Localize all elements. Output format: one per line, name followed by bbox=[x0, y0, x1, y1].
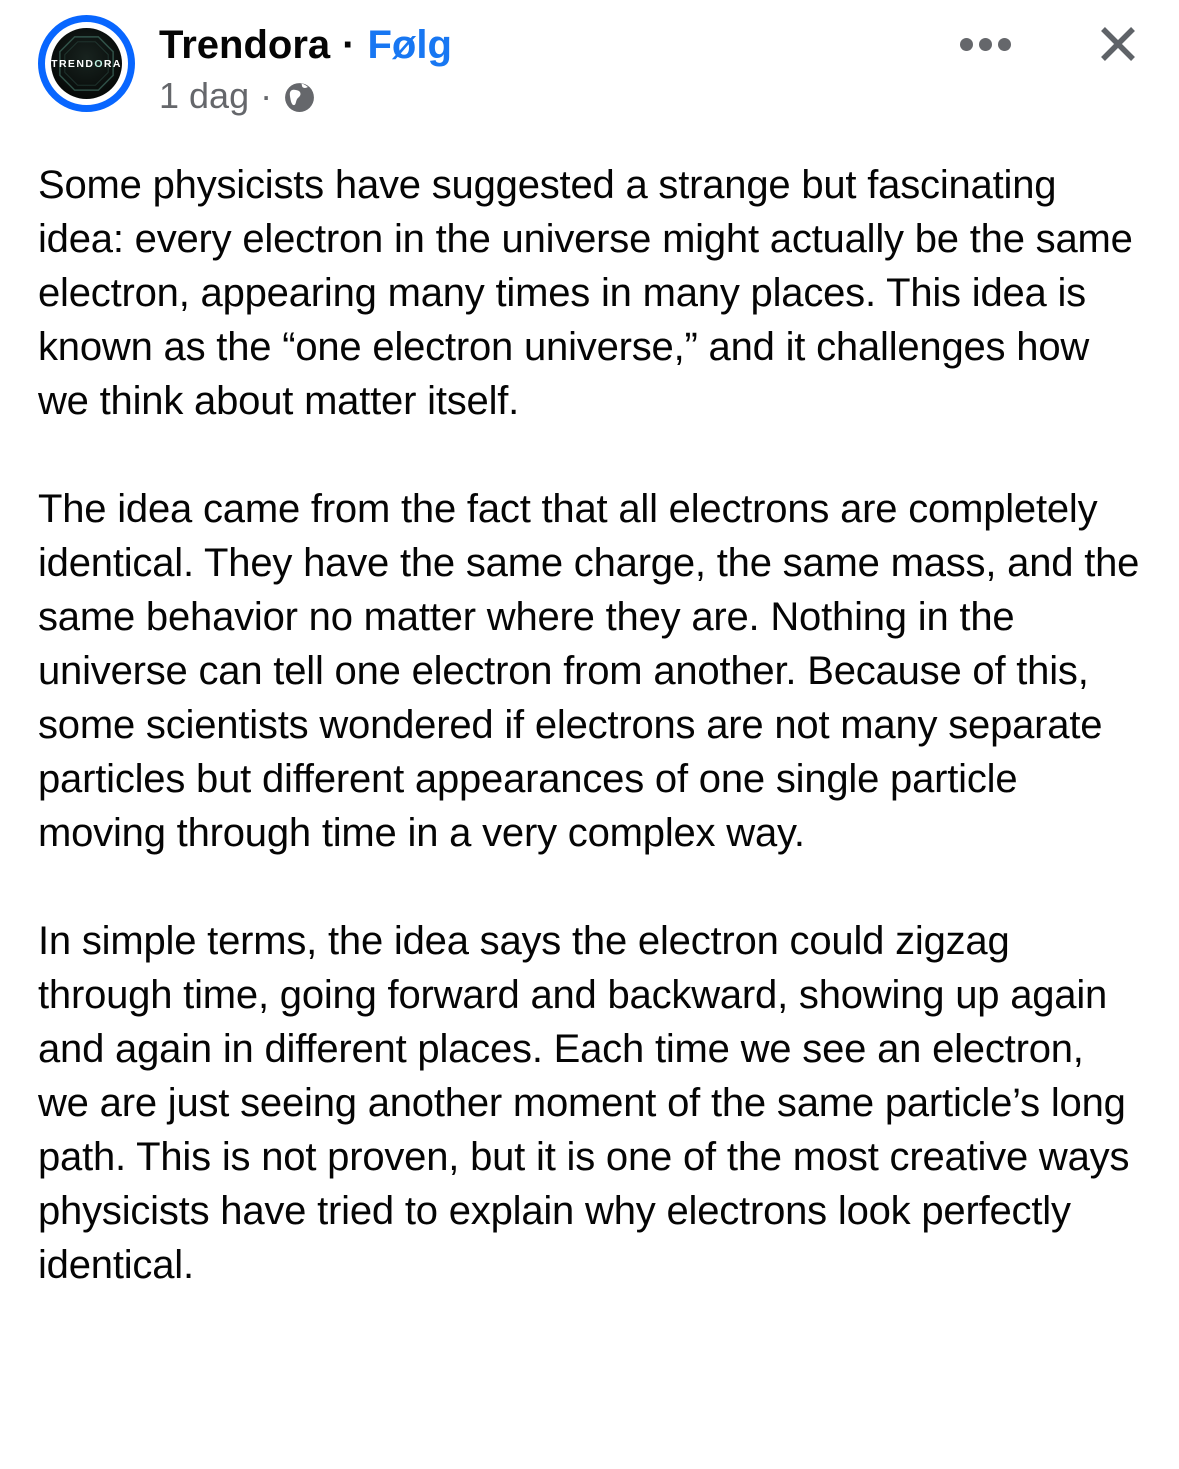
name-separator: · bbox=[342, 23, 356, 67]
follow-link[interactable]: Følg bbox=[367, 23, 452, 67]
post-text bbox=[38, 158, 1141, 1292]
globe-icon bbox=[283, 81, 316, 114]
meta-row bbox=[159, 76, 452, 116]
meta-separator: · bbox=[260, 75, 273, 116]
close-button[interactable] bbox=[1095, 21, 1141, 67]
timestamp[interactable]: 1 dag bbox=[159, 75, 250, 116]
close-icon bbox=[1095, 21, 1141, 67]
post-paragraph: In simple terms, the idea says the electron could zigzag through time, going forward and backward, showing up again and again in different places. Each time we see an electron, we are just seeing another moment of the same particle’s long path. This is not proven, but it is one of the most creative ways physicists have tried to explain why electrons look perfectly identical. bbox=[38, 919, 1130, 1287]
header-text-block bbox=[159, 15, 452, 116]
avatar-logo-text: TRENDORA bbox=[51, 57, 122, 70]
post-header bbox=[38, 15, 1141, 116]
avatar-image bbox=[51, 28, 122, 99]
header-actions bbox=[960, 21, 1141, 67]
post-paragraph: The idea came from the fact that all electrons are completely identical. They have the same charge, the same mass, and the same behavior no matter where they are. Nothing in the universe can tell one electron from another. Because of this, some scientists wondered if electrons are not many separate particles but different appearances of one single particle moving through time in a very complex way. bbox=[38, 487, 1140, 855]
post-paragraph: Some physicists have suggested a strange but fascinating idea: every electron in the universe might actually be the same electron, appearing many times in many places. This idea is known as the “one electron universe,” and it challenges how we think about matter itself. bbox=[38, 163, 1133, 423]
author-name[interactable]: Trendora bbox=[159, 23, 331, 67]
more-options-button[interactable] bbox=[960, 21, 1011, 67]
ellipsis-icon bbox=[960, 21, 1011, 67]
author-row bbox=[159, 21, 452, 69]
avatar[interactable] bbox=[38, 15, 135, 112]
